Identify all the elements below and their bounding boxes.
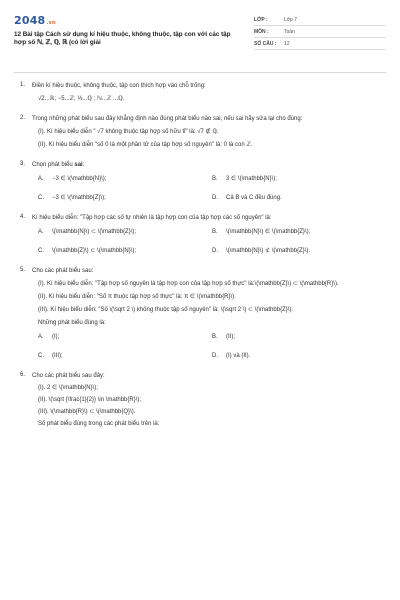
option-d[interactable]: [212, 247, 386, 255]
option-text: (I);: [52, 334, 60, 340]
statement-line: (III). \(\mathbb{R}\) ⊂ \(\mathbb{Q}\).: [38, 409, 136, 415]
question-2: [14, 115, 386, 149]
question-list: [14, 82, 386, 440]
question-number: 5.: [20, 267, 26, 273]
question-keyword: sai: [74, 162, 83, 168]
option-text: \(\mathbb{N}\) ⊄ \(\mathbb{Z}\).: [226, 248, 311, 254]
answer-options: [38, 333, 386, 360]
meta-label: MÔN :: [254, 28, 269, 35]
statement-line: (II). Kí hiệu biểu diễn: "Số π thuộc tập hợp số thực" là: π ∈ \(\mathbb{R}\).: [38, 294, 236, 300]
option-letter: D.: [212, 195, 218, 201]
question-3: [14, 161, 386, 202]
meta-value: Lớp 7: [284, 16, 298, 23]
option-letter: A.: [38, 229, 44, 235]
option-letter: A.: [38, 176, 44, 182]
option-c[interactable]: [38, 194, 212, 202]
statement-line: (I). 2 ∈ \(\mathbb{N}\);: [38, 385, 98, 391]
option-text: \(\mathbb{N}\) ∈ \(\mathbb{Z}\);: [226, 229, 311, 235]
option-d[interactable]: [212, 352, 386, 360]
option-letter: D.: [212, 248, 218, 254]
option-text: (III);: [52, 353, 63, 359]
option-text: \(\mathbb{Z}\) ⊂ \(\mathbb{N}\);: [52, 248, 137, 254]
meta-row-class: [254, 14, 386, 26]
header-divider: [14, 72, 386, 73]
question-text: Trong những phát biểu sau đây khẳng định nào đúng phát biểu nào sai, nếu sai hãy sửa lại cho đúng:: [32, 116, 303, 122]
statement-line: (I). Kí hiệu biểu diễn " √7 không thuộc tập hợp số hữu tỉ" là: √7 ∉ ℚ.: [38, 129, 219, 135]
question-text: Kí hiệu biểu diễn: "Tập hợp các số tự nhiên là tập hợp con của tập hợp các số nguyên" là:: [32, 215, 272, 221]
option-letter: B.: [212, 229, 218, 235]
option-b[interactable]: [212, 175, 386, 183]
question-text: Cho các phát biểu sau:: [32, 268, 94, 274]
meta-label: LỚP :: [254, 16, 268, 23]
statement-line: Số phát biểu đúng trong các phát biểu trên là:: [38, 421, 160, 427]
option-text: Cả B và C đều đúng.: [226, 195, 282, 201]
answer-options: [38, 175, 386, 202]
question-text: Cho các phát biểu sau đây:: [32, 373, 105, 379]
option-b[interactable]: [212, 228, 386, 236]
option-letter: A.: [38, 334, 44, 340]
question-number: 6.: [20, 372, 26, 378]
question-4: [14, 214, 386, 255]
option-text: (I) và (II).: [226, 353, 251, 359]
page-header: [14, 14, 386, 64]
statement-line: (I). Kí hiệu biểu diễn: "Tập hợp số nguyên là tập hợp con của tập hợp số thực" là:\(\mathbb{Z}\) ⊂ \(\mathbb{R}\).: [38, 281, 339, 287]
logo-main: 2048: [14, 14, 46, 27]
statement-line: (III). Kí hiệu biểu diễn: "Số \(\sqrt 2 \) không thuộc tập số nguyên" là: \(\sqrt 2 \) ⊂ \(\mathbb{Z}\).: [38, 307, 294, 313]
question-number: 2.: [20, 115, 26, 121]
question-text: Điền kí hiệu thuộc, không thuộc, tập con thích hợp vào chỗ trống:: [32, 83, 206, 89]
option-letter: B.: [212, 334, 218, 340]
option-letter: B.: [212, 176, 218, 182]
option-letter: D.: [212, 353, 218, 359]
option-d[interactable]: [212, 194, 386, 202]
option-c[interactable]: [38, 352, 212, 360]
option-letter: C.: [38, 353, 44, 359]
option-text: \(\mathbb{N}\) ⊂ \(\mathbb{Z}\);: [52, 229, 137, 235]
meta-panel: [254, 14, 386, 50]
option-letter: C.: [38, 248, 44, 254]
option-letter: C.: [38, 195, 44, 201]
answer-options: [38, 228, 386, 255]
question-number: 3.: [20, 161, 26, 167]
meta-value: Toán: [284, 28, 295, 35]
question-5: [14, 267, 386, 360]
question-number: 4.: [20, 214, 26, 220]
option-text: −3 ∈ \(\mathbb{N}\);: [52, 176, 107, 182]
statement-line: (II). Kí hiệu biểu diễn "số 0 là một phần tử của tập hợp số nguyên" là: 0 là con ℤ.: [38, 142, 253, 148]
option-a[interactable]: [38, 228, 212, 236]
option-b[interactable]: [212, 333, 386, 341]
question-text-prefix: Chọn phát biểu: [32, 162, 75, 168]
meta-label: SỐ CÂU :: [254, 40, 277, 47]
question-6: [14, 372, 386, 428]
meta-row-count: [254, 38, 386, 50]
question-number: 1.: [20, 82, 26, 88]
question-text-suffix: :: [82, 162, 85, 168]
option-text: 3 ∈ \(\mathbb{N}\);: [226, 176, 277, 182]
meta-value: 12: [284, 40, 290, 47]
question-text: [32, 161, 386, 169]
statement-line: Những phát biểu đúng là:: [38, 320, 106, 326]
statement-line: (II). \(\sqrt {\frac{1}{2}} \in \mathbb{R}\);: [38, 397, 142, 403]
logo-suffix: .vn: [46, 20, 56, 26]
question-1: [14, 82, 386, 103]
option-a[interactable]: [38, 333, 212, 341]
option-text: (II);: [226, 334, 235, 340]
option-a[interactable]: [38, 175, 212, 183]
meta-row-subject: [254, 26, 386, 38]
option-c[interactable]: [38, 247, 212, 255]
page-title: 12 Bài tập Cách sử dụng kí hiệu thuộc, không thuộc, tập con với các tập hợp số ℕ, ℤ, ℚ, ℝ (có lời giải: [14, 31, 231, 46]
question-line: √2...ℝ; −5...ℤ; ⅓...ℚ ; ℕ...ℤ ...ℚ.: [38, 96, 125, 102]
option-text: −3 ∈ \(\mathbb{Z}\);: [52, 195, 106, 201]
